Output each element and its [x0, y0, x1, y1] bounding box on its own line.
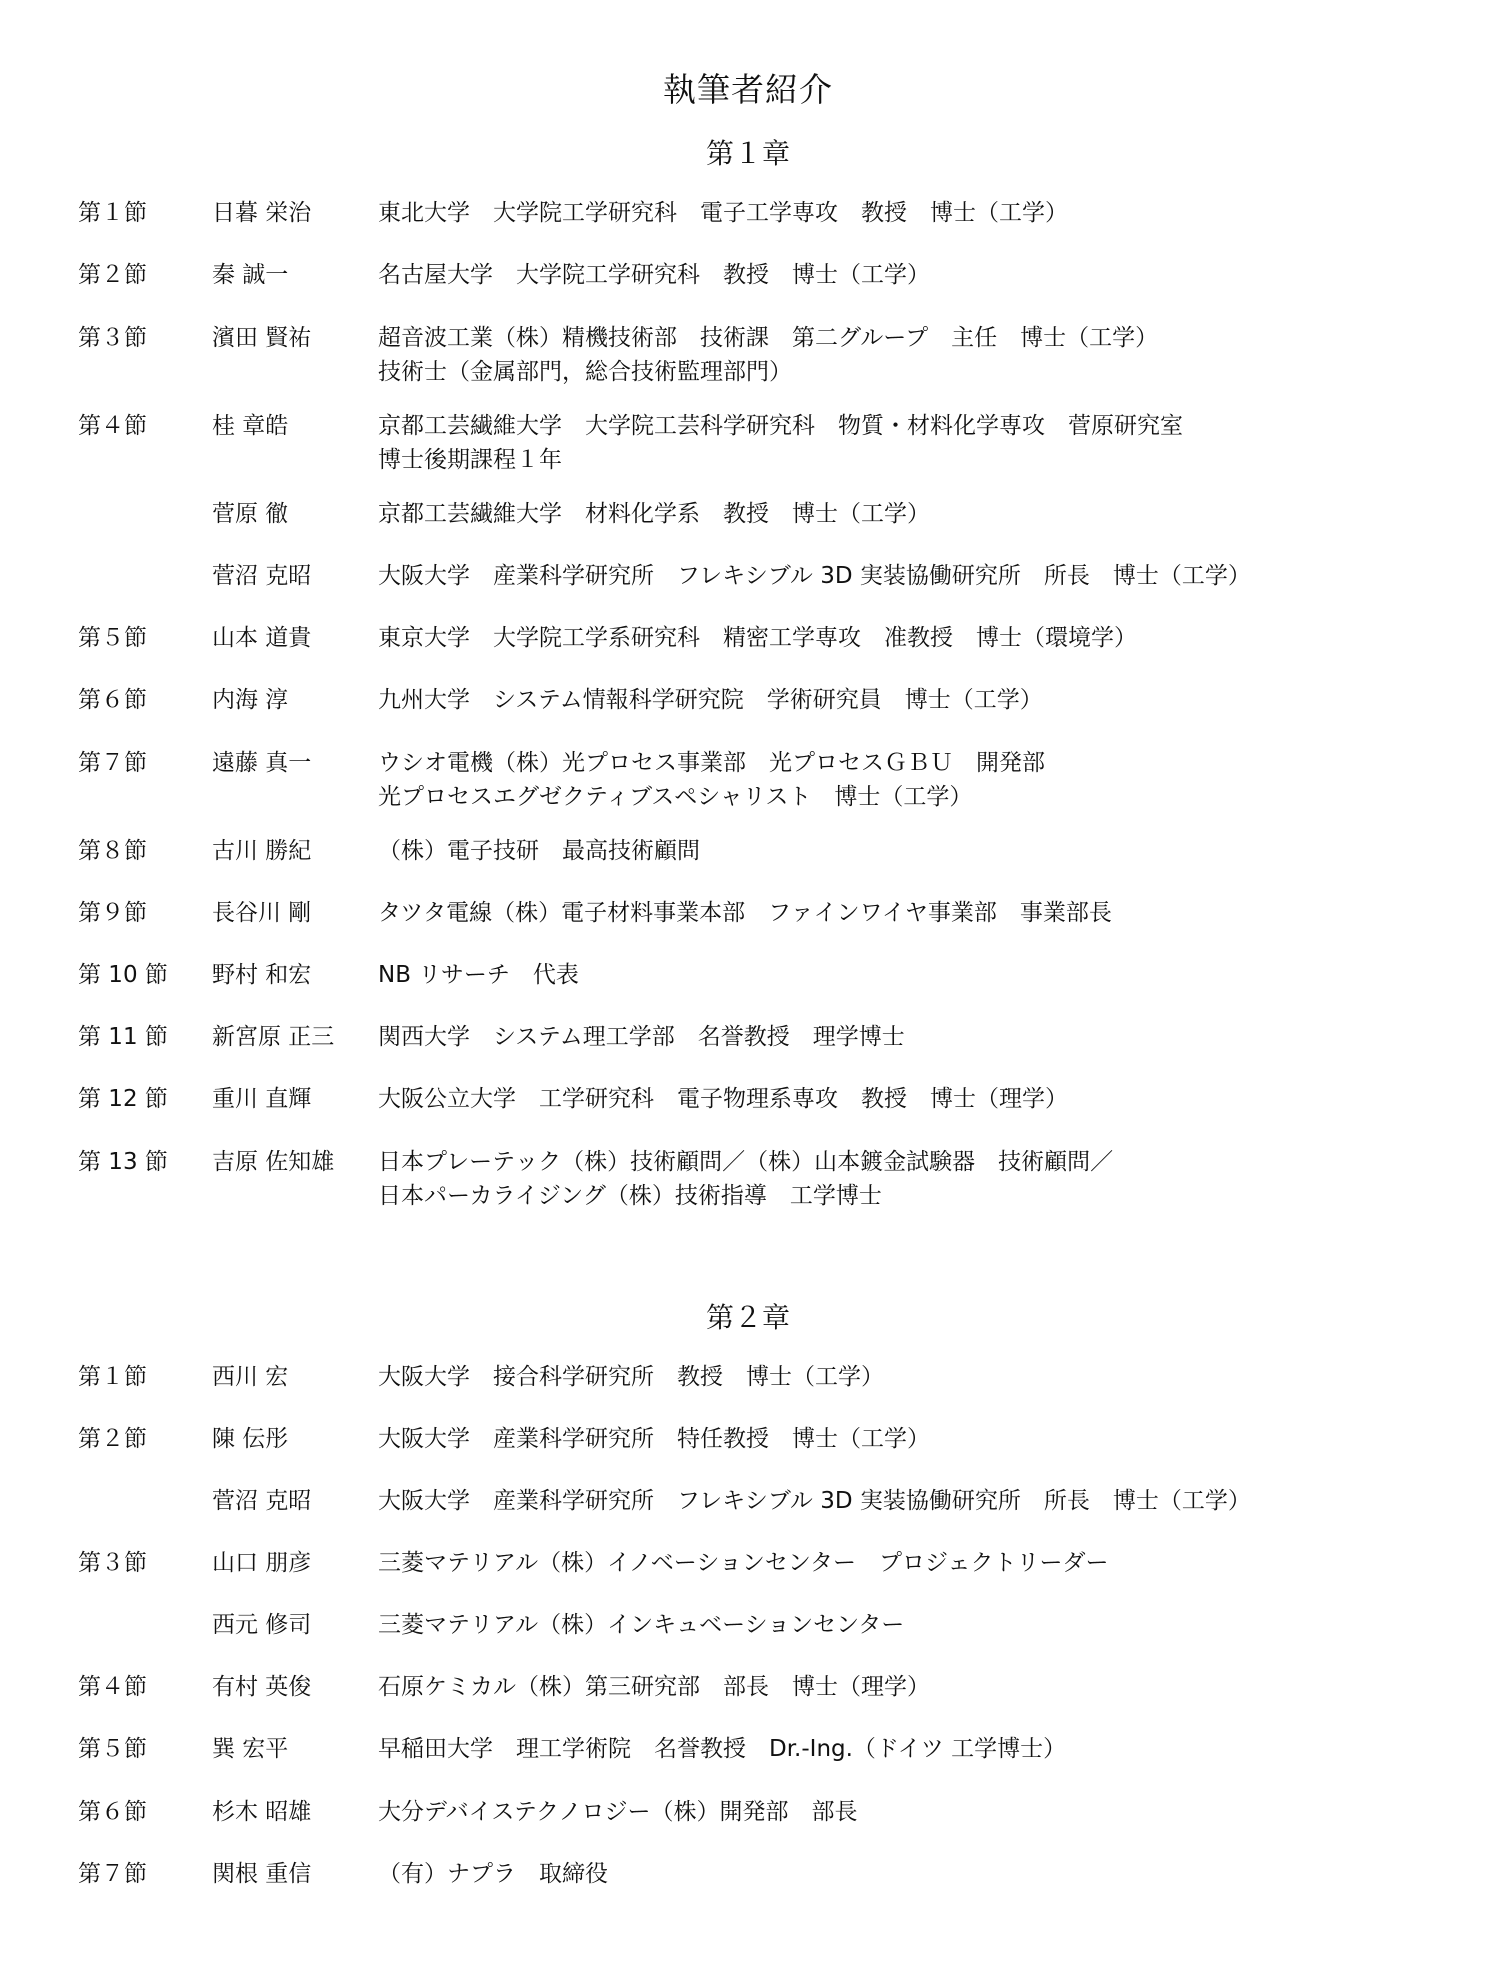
author-affiliation: 日本プレーテック（株）技術顧問／（株）山本鍍金試験器 技術顧問／ 日本パーカライジング（株）技術指導 工学博士	[378, 1149, 1114, 1209]
author-affiliation: 京都工芸繊維大学 材料化学系 教授 博士（工学）	[378, 501, 930, 527]
author-name: 西元 修司	[212, 1612, 312, 1638]
author-name: 山口 朋彦	[212, 1550, 312, 1576]
author-name: 杉木 昭雄	[212, 1799, 312, 1825]
author-name: 新宮原 正三	[212, 1024, 335, 1050]
section-number: 第８節	[78, 838, 147, 864]
author-name: 古川 勝紀	[212, 838, 312, 864]
section-number: 第６節	[78, 1799, 147, 1825]
author-affiliation: NB リサーチ 代表	[378, 962, 579, 988]
chapter-heading: 第２章	[705, 1301, 790, 1334]
section-number: 第３節	[78, 325, 147, 351]
section-number: 第９節	[78, 900, 147, 926]
author-name: 遠藤 真一	[212, 750, 312, 776]
section-number: 第３節	[78, 1550, 147, 1576]
section-number: 第６節	[78, 687, 147, 713]
section-number: 第７節	[78, 750, 147, 776]
section-number: 第５節	[78, 625, 147, 651]
author-affiliation: 九州大学 システム情報科学研究院 学術研究員 博士（工学）	[378, 687, 1043, 713]
author-affiliation: 三菱マテリアル（株）インキュベーションセンター	[378, 1612, 905, 1638]
section-number: 第２節	[78, 262, 147, 288]
author-name: 菅原 徹	[212, 501, 289, 527]
author-affiliation: 大阪大学 産業科学研究所 特任教授 博士（工学）	[378, 1426, 930, 1452]
author-name: 菅沼 克昭	[212, 563, 312, 589]
author-affiliation: 大阪大学 産業科学研究所 フレキシブル 3D 実装協働研究所 所長 博士（工学）	[378, 1488, 1251, 1514]
author-name: 野村 和宏	[212, 962, 312, 988]
author-name: 秦 誠一	[212, 262, 289, 288]
section-number: 第 13 節	[78, 1149, 168, 1175]
section-number: 第 12 節	[78, 1086, 168, 1112]
chapter-heading: 第１章	[705, 137, 790, 170]
author-affiliation: （株）電子技研 最高技術顧問	[378, 838, 700, 864]
author-name: 有村 英俊	[212, 1674, 312, 1700]
author-name: 重川 直輝	[212, 1086, 312, 1112]
section-number: 第７節	[78, 1861, 147, 1887]
page-title: 執筆者紹介	[663, 70, 833, 109]
author-affiliation: 東北大学 大学院工学研究科 電子工学専攻 教授 博士（工学）	[378, 200, 1068, 226]
author-affiliation: 大阪大学 産業科学研究所 フレキシブル 3D 実装協働研究所 所長 博士（工学）	[378, 563, 1251, 589]
author-name: 内海 淳	[212, 687, 289, 713]
section-number: 第５節	[78, 1736, 147, 1762]
author-name: 山本 道貴	[212, 625, 312, 651]
author-affiliation: 超音波工業（株）精機技術部 技術課 第二グループ 主任 博士（工学） 技術士（金属部門，総合技術監理部門）	[378, 325, 1159, 385]
author-name: 陳 伝彤	[212, 1426, 289, 1452]
section-number: 第４節	[78, 1674, 147, 1700]
author-affiliation: 石原ケミカル（株）第三研究部 部長 博士（理学）	[378, 1674, 930, 1700]
author-affiliation: 早稲田大学 理工学術院 名誉教授 Dr.-Ing.（ドイツ 工学博士）	[378, 1736, 1067, 1762]
author-affiliation: タツタ電線（株）電子材料事業本部 ファインワイヤ事業部 事業部長	[378, 900, 1112, 926]
author-name: 桂 章皓	[212, 413, 289, 439]
author-name: 西川 宏	[212, 1364, 289, 1390]
author-affiliation: （有）ナプラ 取締役	[378, 1861, 608, 1887]
author-affiliation: 関西大学 システム理工学部 名誉教授 理学博士	[378, 1024, 905, 1050]
author-affiliation: ウシオ電機（株）光プロセス事業部 光プロセスＧＢＵ 開発部 光プロセスエグゼクティブスペシャリスト 博士（工学）	[378, 750, 1045, 810]
author-name: 巽 宏平	[212, 1736, 289, 1762]
author-affiliation: 東京大学 大学院工学系研究科 精密工学専攻 准教授 博士（環境学）	[378, 625, 1137, 651]
section-number: 第４節	[78, 413, 147, 439]
section-number: 第２節	[78, 1426, 147, 1452]
author-affiliation: 名古屋大学 大学院工学研究科 教授 博士（工学）	[378, 262, 930, 288]
author-affiliation: 京都工芸繊維大学 大学院工芸科学研究科 物質・材料化学専攻 菅原研究室 博士後期課程１年	[378, 413, 1183, 473]
author-affiliation: 三菱マテリアル（株）イノベーションセンター プロジェクトリーダー	[378, 1550, 1109, 1576]
author-affiliation: 大阪公立大学 工学研究科 電子物理系専攻 教授 博士（理学）	[378, 1086, 1068, 1112]
section-number: 第 10 節	[78, 962, 168, 988]
author-name: 濱田 賢祐	[212, 325, 312, 351]
author-name: 日暮 栄治	[212, 200, 312, 226]
section-number: 第 11 節	[78, 1024, 168, 1050]
section-number: 第１節	[78, 1364, 147, 1390]
author-name: 関根 重信	[212, 1861, 312, 1887]
author-name: 吉原 佐知雄	[212, 1149, 335, 1175]
section-number: 第１節	[78, 200, 147, 226]
author-affiliation: 大分デバイステクノロジー（株）開発部 部長	[378, 1799, 858, 1825]
author-name: 菅沼 克昭	[212, 1488, 312, 1514]
author-affiliation: 大阪大学 接合科学研究所 教授 博士（工学）	[378, 1364, 884, 1390]
author-name: 長谷川 剛	[212, 900, 312, 926]
